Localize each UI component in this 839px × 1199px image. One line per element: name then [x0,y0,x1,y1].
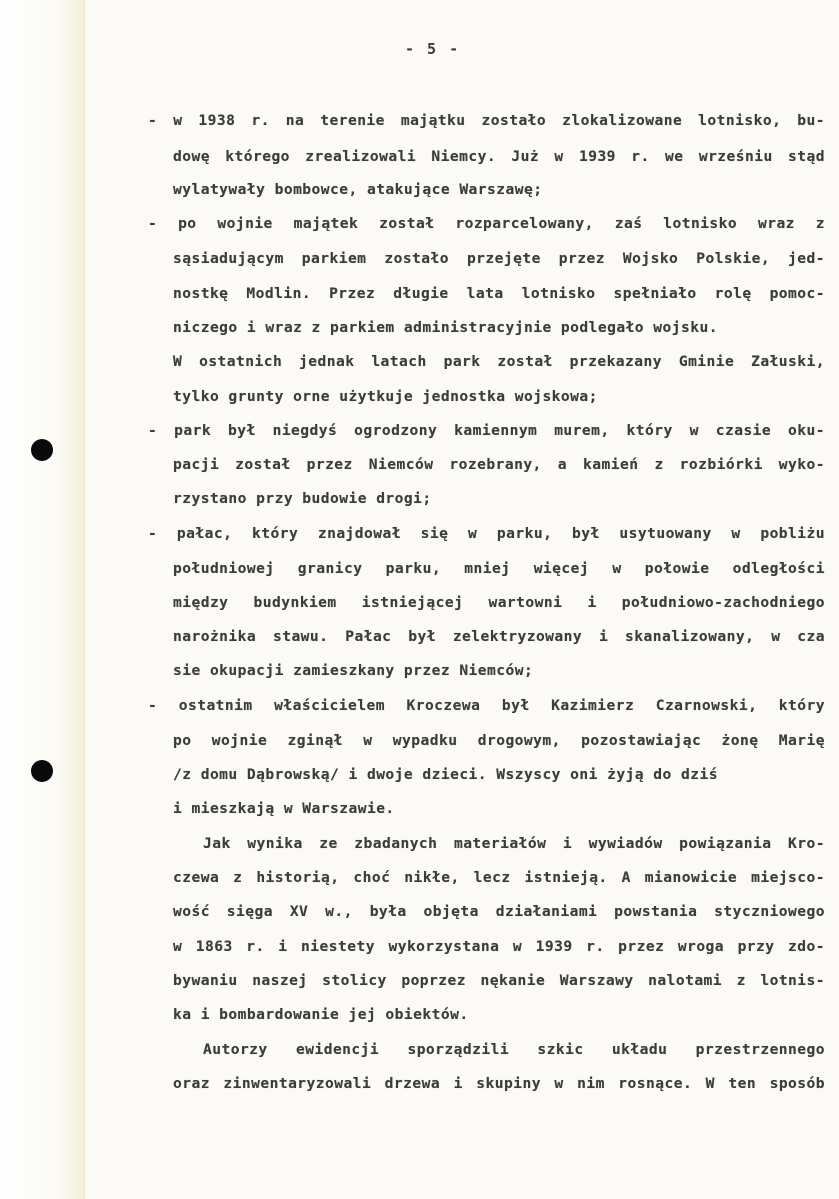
text-line: oraz zinwentaryzowali drzewa i skupiny w nim rosnące. W ten sposób [173,1075,825,1092]
text-line: Autorzy ewidencji sporządzili szkic układu przestrzennego [203,1041,825,1058]
text-line: pacji został przez Niemców rozebrany, a kamień z rozbiórki wyko- [173,456,825,473]
text-line: rzystano przy budowie drogi; [173,490,432,507]
text-line: - pałac, który znajdował się w parku, był usytuowany w pobliżu [148,525,825,542]
page-number: - 5 - [405,40,461,58]
binding-margin [0,0,85,1199]
text-line: w 1863 r. i niestety wykorzystana w 1939 r. przez wroga przy zdo- [173,938,825,955]
text-line: między budynkiem istniejącej wartowni i południowo-zachodniego [173,594,825,611]
text-line: sie okupacji zamieszkany przez Niemców; [173,662,534,679]
text-line: - w 1938 r. na terenie majątku zostało zlokalizowane lotnisko, bu- [148,112,825,129]
text-line: wość sięga XV w., była objęta działaniami powstania styczniowego [173,903,825,920]
text-line: dowę którego zrealizowali Niemcy. Już w 1939 r. we wrześniu stąd [173,148,825,165]
text-line: bywaniu naszej stolicy poprzez nękanie Warszawy nalotami z lotnis- [173,972,825,989]
text-line: ka i bombardowanie jej obiektów. [173,1006,469,1023]
text-line: po wojnie zginął w wypadku drogowym, pozostawiając żonę Marię [173,732,825,749]
punch-hole [31,760,53,782]
text-line: sąsiadującym parkiem zostało przejęte przez Wojsko Polskie, jed- [173,250,825,267]
text-line: - ostatnim właścicielem Kroczewa był Kazimierz Czarnowski, który [148,697,825,714]
text-line: - park był niegdyś ogrodzony kamiennym murem, który w czasie oku- [148,422,825,439]
text-line: - po wojnie majątek został rozparcelowany, zaś lotnisko wraz z [148,215,825,232]
text-line: W ostatnich jednak latach park został przekazany Gminie Załuski, [173,353,825,370]
text-line: tylko grunty orne użytkuje jednostka wojskowa; [173,388,598,405]
text-line: południowej granicy parku, mniej więcej w połowie odległości [173,560,825,577]
text-line: nostkę Modlin. Przez długie lata lotnisko spełniało rolę pomoc- [173,285,825,302]
text-line: i mieszkają w Warszawie. [173,800,395,817]
text-line: czewa z historią, choć nikłe, lecz istnieją. A mianowicie miejsco- [173,869,825,886]
text-line: wylatywały bombowce, atakujące Warszawę; [173,181,543,198]
text-line: /z domu Dąbrowską/ i dwoje dzieci. Wszyscy oni żyją do dziś [173,766,718,783]
text-line: Jak wynika ze zbadanych materiałów i wywiadów powiązania Kro- [203,835,825,852]
text-line: narożnika stawu. Pałac był zelektryzowany i skanalizowany, w cza [173,628,825,645]
punch-hole [31,439,53,461]
text-line: niczego i wraz z parkiem administracyjnie podlegało wojsku. [173,319,718,336]
